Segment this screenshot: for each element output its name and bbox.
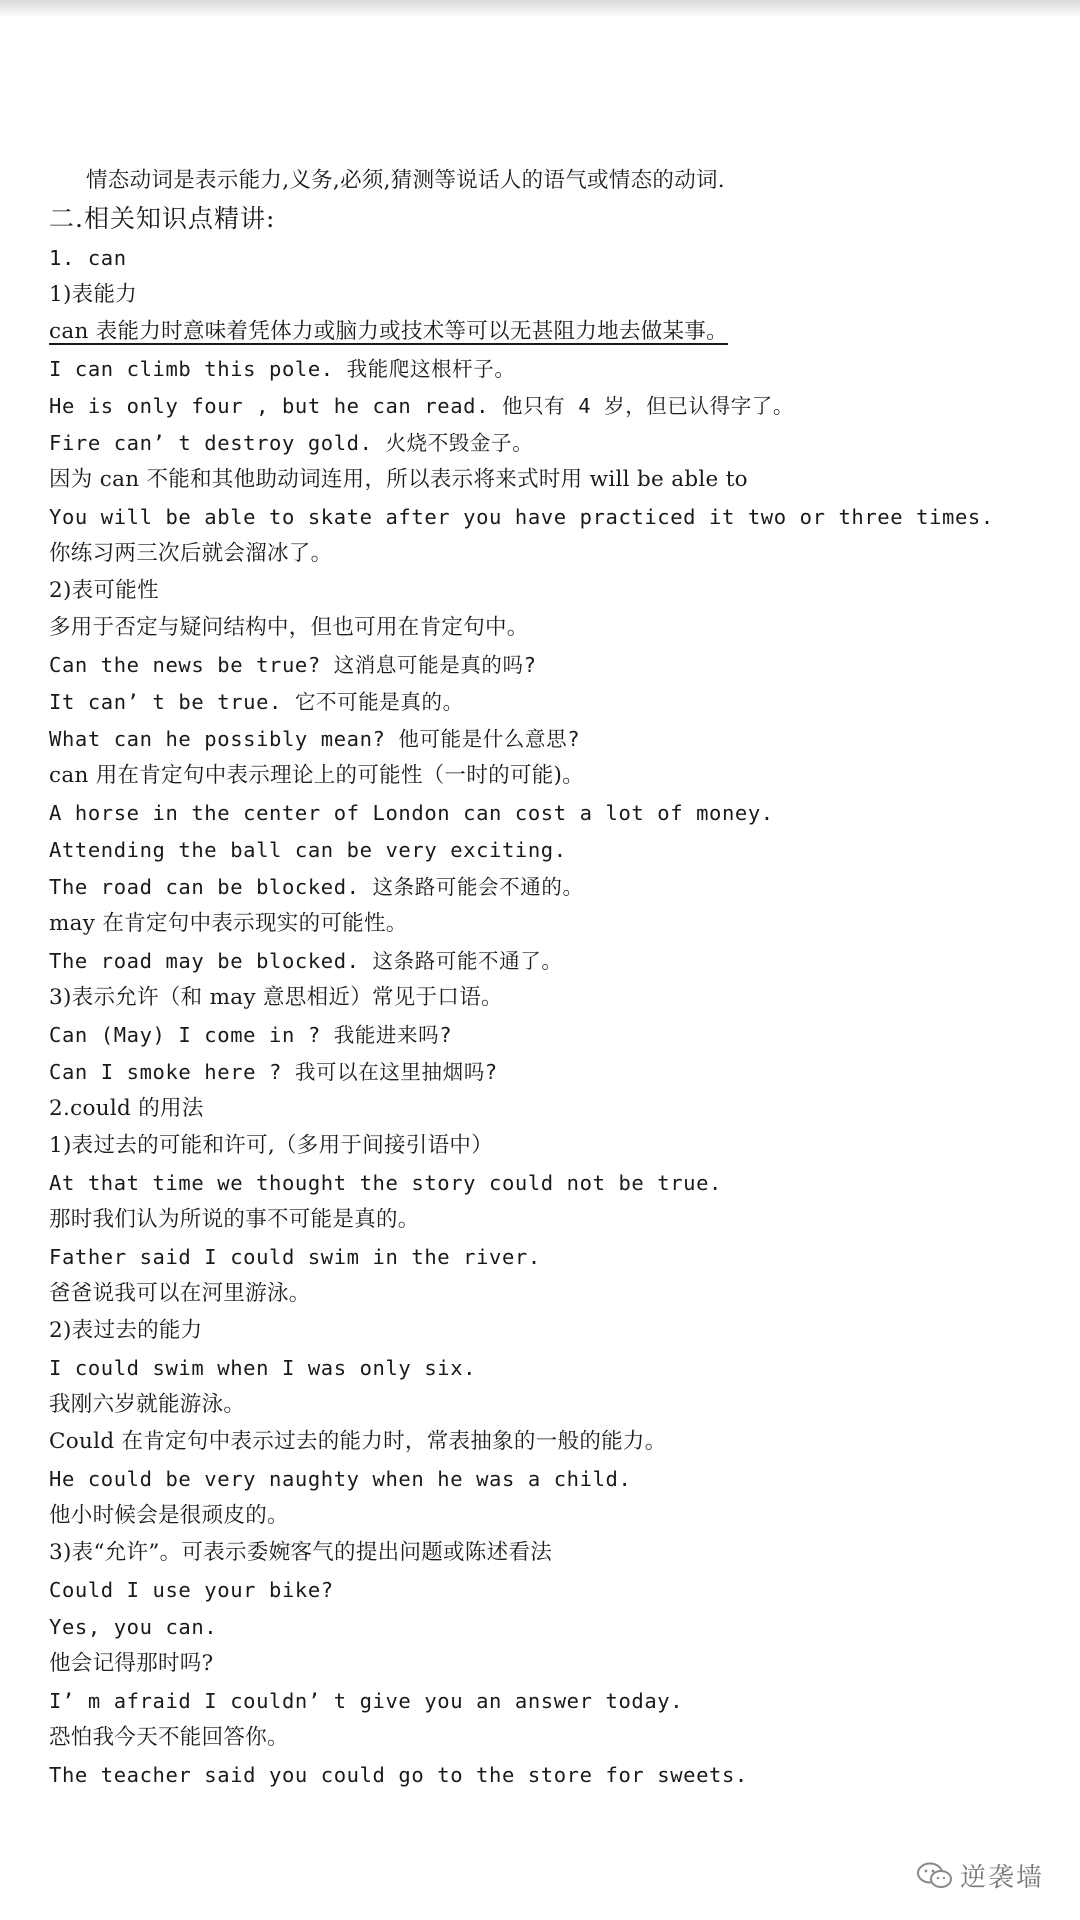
doc-line-underlined: can 表能力时意味着凭体力或脑力或技术等可以无甚阻力地去做某事。 xyxy=(49,319,728,344)
doc-line: 1)表过去的可能和许可,（多用于间接引语中） xyxy=(49,1133,494,1158)
section-heading: 二.相关知识点精讲: xyxy=(49,204,276,233)
doc-line: It can’ t be true. 它不可能是真的。 xyxy=(49,690,464,714)
watermark-text: 逆袭墙 xyxy=(959,1863,1044,1893)
doc-line: 你练习两三次后就会溜冰了。 xyxy=(49,541,333,566)
doc-line: Yes, you can. xyxy=(49,1615,218,1639)
doc-line: I could swim when I was only six. xyxy=(49,1356,477,1380)
doc-line: 他小时候会是很顽皮的。 xyxy=(49,1503,289,1528)
doc-line: 爸爸说我可以在河里游泳。 xyxy=(49,1281,311,1306)
watermark xyxy=(916,1857,1044,1894)
doc-line: can 用在肯定句中表示理论上的可能性（一时的可能)。 xyxy=(49,763,585,788)
doc-line: A horse in the center of London can cost a lot of money. xyxy=(49,801,774,825)
doc-line: The road may be blocked. 这条路可能不通了。 xyxy=(49,949,563,973)
doc-line: 那时我们认为所说的事不可能是真的。 xyxy=(49,1207,420,1232)
wechat-icon xyxy=(916,1861,954,1891)
doc-line: Could 在肯定句中表示过去的能力时，常表抽象的一般的能力。 xyxy=(49,1429,667,1454)
doc-line: 2.could 的用法 xyxy=(49,1096,204,1121)
doc-line: 3)表“允许”。可表示委婉客气的提出问题或陈述看法 xyxy=(49,1540,553,1565)
doc-line: Attending the ball can be very exciting. xyxy=(49,838,567,862)
doc-line: I’ m afraid I couldn’ t give you an answer today. xyxy=(49,1689,684,1713)
doc-line: 3)表示允许（和 may 意思相近）常见于口语。 xyxy=(49,985,503,1010)
doc-line: Father said I could swim in the river. xyxy=(49,1245,541,1269)
doc-line: Can (May) I come in ? 我能进来吗? xyxy=(49,1023,453,1047)
doc-line: 2)表过去的能力 xyxy=(49,1318,203,1343)
doc-line: 2)表可能性 xyxy=(49,578,159,603)
doc-line: At that time we thought the story could not be true. xyxy=(49,1171,722,1195)
doc-line: What can he possibly mean? 他可能是什么意思? xyxy=(49,727,581,751)
doc-line: 我刚六岁就能游泳。 xyxy=(49,1392,246,1417)
doc-line: may 在肯定句中表示现实的可能性。 xyxy=(49,911,408,936)
doc-line: Can the news be true? 这消息可能是真的吗? xyxy=(49,653,537,677)
intro-text: 情态动词是表示能力,义务,必须,猜测等说话人的语气或情态的动词. xyxy=(86,168,725,193)
doc-line: He is only four , but he can read. 他只有 4 岁，但已认得字了。 xyxy=(49,394,794,418)
doc-line: You will be able to skate after you have practiced it two or three times. xyxy=(49,505,994,529)
doc-line: Fire can’ t destroy gold. 火烧不毁金子。 xyxy=(49,431,534,455)
doc-line: The teacher said you could go to the store for sweets. xyxy=(49,1763,748,1787)
doc-line: 他会记得那时吗? xyxy=(49,1651,214,1676)
doc-line: 多用于否定与疑问结构中，但也可用在肯定句中。 xyxy=(49,615,529,640)
doc-line: 1. can xyxy=(49,246,127,270)
doc-line: I can climb this pole. 我能爬这根杆子。 xyxy=(49,357,516,381)
doc-line: Could I use your bike? xyxy=(49,1578,334,1602)
doc-line: 因为 can 不能和其他助动词连用，所以表示将来式时用 will be able to xyxy=(49,467,748,492)
doc-line: He could be very naughty when he was a child. xyxy=(49,1467,632,1491)
doc-line: 恐怕我今天不能回答你。 xyxy=(49,1725,289,1750)
doc-line: The road can be blocked. 这条路可能会不通的。 xyxy=(49,875,584,899)
doc-line: Can I smoke here ? 我可以在这里抽烟吗? xyxy=(49,1060,498,1084)
doc-line: 1)表能力 xyxy=(49,282,138,307)
